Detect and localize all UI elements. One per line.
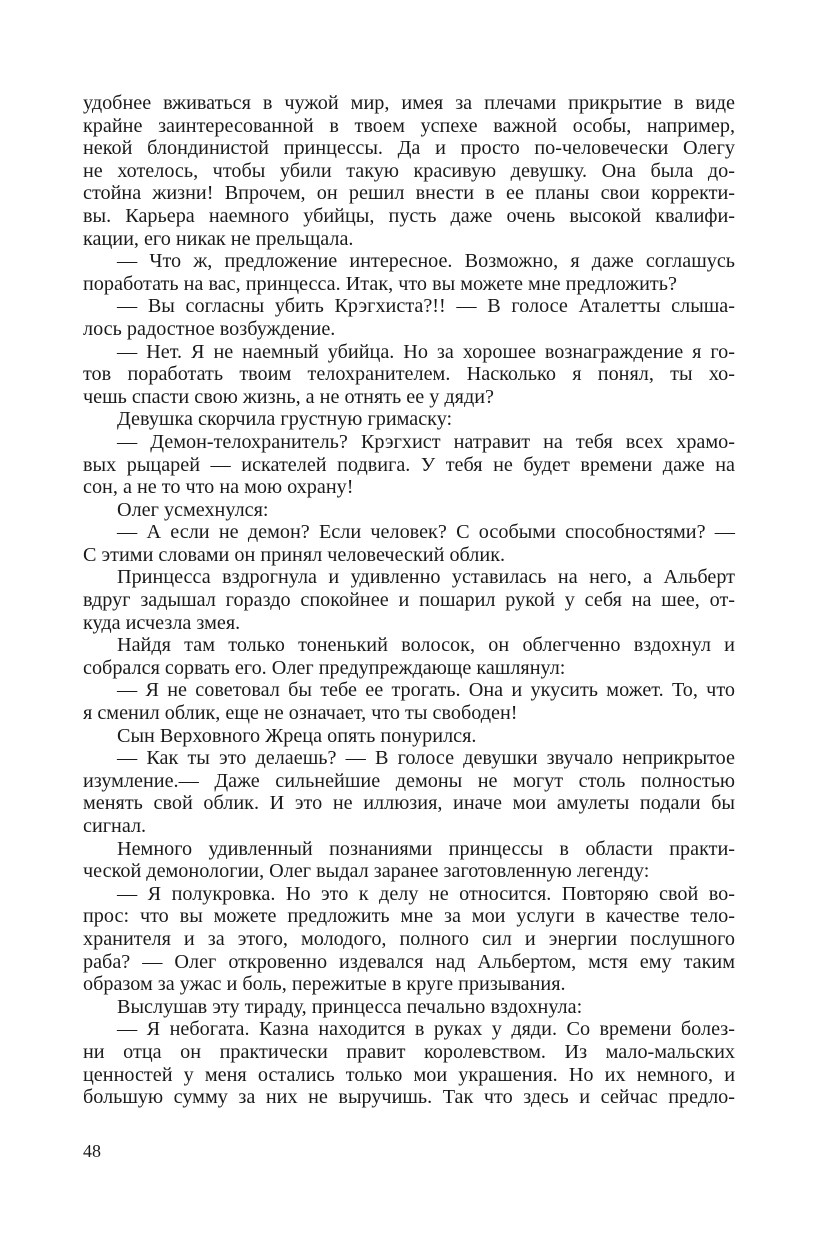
text-line: ческой демонологии, Олег выдал заранее заготовленную легенду: bbox=[83, 860, 650, 883]
text-line: вых рыцарей — искателей подвига. У тебя не будет времени даже на bbox=[83, 453, 735, 476]
text-line: менять свой облик. И это не иллюзия, иначе мои амулеты подали бы bbox=[83, 792, 735, 815]
text-line: — Демон-телохранитель? Крэгхист натравит на тебя всех храмо- bbox=[117, 430, 735, 453]
text-line: не хотелось, чтобы убили такую красивую девушку. Она была до- bbox=[83, 159, 735, 182]
text-line: Выслушав эту тираду, принцесса печально вздохнула: bbox=[117, 995, 583, 1018]
text-line: — Я полукровка. Но это к делу не относится. Повторяю свой во- bbox=[117, 882, 735, 905]
body-text bbox=[83, 92, 735, 1109]
text-line: вы. Карьера наемного убийцы, пусть даже очень высокой квалифи- bbox=[83, 204, 735, 227]
text-line: тов поработать твоим телохранителем. Насколько я понял, ты хо- bbox=[83, 363, 735, 386]
text-line: крайне заинтересованной в твоем успехе важной особы, например, bbox=[83, 114, 735, 137]
text-line: ценностей у меня остались только мои украшения. Но их немного, и bbox=[83, 1063, 735, 1086]
text-line: Найдя там только тоненький волосок, он облегченно вздохнул и bbox=[117, 634, 735, 657]
text-line: вдруг задышал гораздо спокойнее и пошарил рукой у себя на шее, от- bbox=[83, 589, 735, 612]
text-line: Олег усмехнулся: bbox=[117, 498, 269, 521]
text-line: поработать на вас, принцесса. Итак, что вы можете мне предложить? bbox=[83, 272, 677, 295]
text-line: — Как ты это делаешь? — В голосе девушки звучало неприкрытое bbox=[117, 747, 735, 770]
text-line: раба? — Олег откровенно издевался над Альбертом, мстя ему таким bbox=[83, 950, 735, 973]
text-line: сигнал. bbox=[83, 815, 147, 837]
text-line: чешь спасти свою жизнь, а не отнять ее у дяди? bbox=[83, 385, 495, 408]
text-line: стойна жизни! Впрочем, он решил внести в ее планы свои корректи- bbox=[83, 182, 735, 205]
text-line: С этими словами он принял человеческий облик. bbox=[83, 543, 506, 566]
text-line: — Я не советовал бы тебе ее трогать. Она и укусить может. То, что bbox=[117, 679, 735, 702]
text-line: лось радостное возбуждение. bbox=[83, 317, 336, 340]
text-line: хранителя и за этого, молодого, полного сил и энергии послушного bbox=[83, 927, 735, 950]
text-line: — А если не демон? Если человек? С особыми способностями? — bbox=[117, 521, 735, 544]
text-line: собрался сорвать его. Олег предупреждающе кашлянул: bbox=[83, 656, 566, 679]
text-line: некой блондинистой принцессы. Да и просто по-человечески Олегу bbox=[83, 137, 735, 160]
text-line: куда исчезла змея. bbox=[83, 611, 241, 634]
text-line: Девушка скорчила грустную гримаску: bbox=[117, 408, 453, 431]
text-line: — Я небогата. Казна находится в руках у дяди. Со времени болез- bbox=[117, 1018, 735, 1041]
text-line: Немного удивленный познаниями принцессы в области практи- bbox=[117, 837, 735, 860]
text-line: прос: что вы можете предложить мне за мои услуги в качестве тело- bbox=[83, 905, 735, 928]
text-line: ни отца он практически правит королевством. Из мало-мальских bbox=[83, 1040, 735, 1063]
text-line: изумление.— Даже сильнейшие демоны не могут столь полностью bbox=[83, 769, 735, 792]
text-line: я сменил облик, еще не означает, что ты свободен! bbox=[83, 702, 518, 725]
text-line: большую сумму за них не выручишь. Так что здесь и сейчас предло- bbox=[83, 1086, 735, 1109]
text-line: сон, а не то что на мою охрану! bbox=[83, 476, 354, 499]
page-number: 48 bbox=[83, 1141, 101, 1161]
text-line: — Что ж, предложение интересное. Возможно, я даже соглашусь bbox=[117, 250, 735, 273]
text-line: — Нет. Я не наемный убийца. Но за хорошее вознаграждение я го- bbox=[117, 340, 735, 363]
text-line: кации, его никак не прельщала. bbox=[83, 227, 354, 250]
text-line: Сын Верховного Жреца опять понурился. bbox=[117, 724, 477, 747]
text-line: образом за ужас и боль, пережитые в круге призывания. bbox=[83, 973, 566, 996]
text-line: Принцесса вздрогнула и удивленно уставилась на него, а Альберт bbox=[117, 566, 735, 589]
text-line: — Вы согласны убить Крэгхиста?!! — В голосе Аталетты слыша- bbox=[117, 295, 735, 318]
text-line: удобнее вживаться в чужой мир, имея за плечами прикрытие в виде bbox=[83, 92, 735, 114]
